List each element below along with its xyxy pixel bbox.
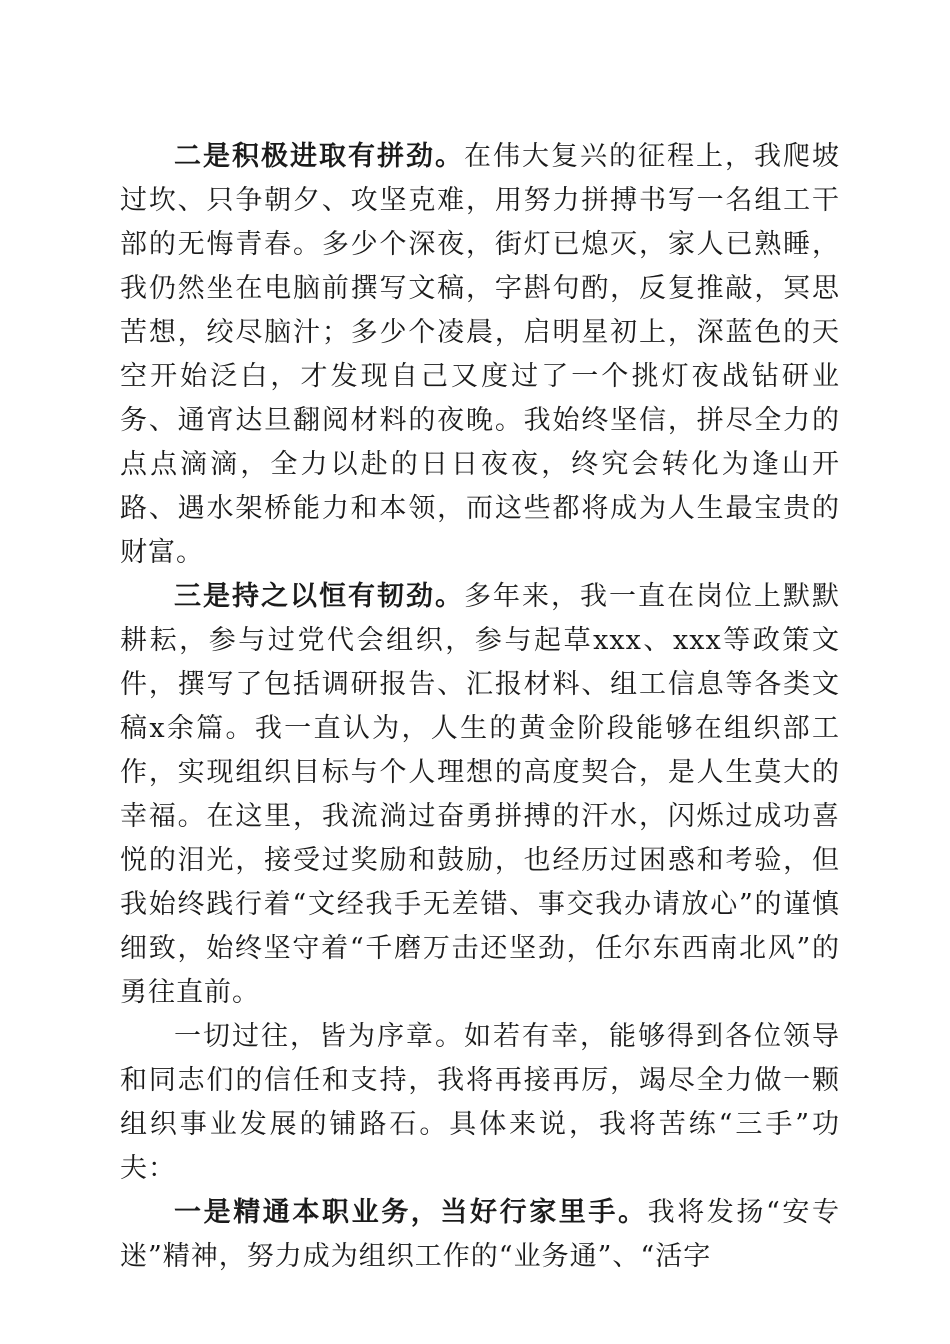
- paragraph: [120, 575, 840, 1015]
- paragraph: [120, 1191, 840, 1279]
- paragraph-text: 在伟大复兴的征程上，我爬坡过坎、只争朝夕、攻坚克难，用努力拼搏书写一名组工干部的无悔青春。多少个深夜，街灯已熄灭，家人已熟睡，我仍然坐在电脑前撰写文稿，字斟句酌，反复推敲，冥思苦想，绞尽脑汁；多少个凌晨，启明星初上，深蓝色的天空开始泛白，才发现自己又度过了一个挑灯夜战钻研业务、通宵达旦翻阅材料的夜晚。我始终坚信，拼尽全力的点点滴滴，全力以赴的日日夜夜，终究会转化为逢山开路、遇水架桥能力和本领，而这些都将成为人生最宝贵的财富。: [120, 141, 840, 568]
- paragraph-lead: 三是持之以恒有韧劲。: [174, 581, 464, 612]
- paragraph-text: 一切过往，皆为序章。如若有幸，能够得到各位领导和同志们的信任和支持，我将再接再厉，竭尽全力做一颗组织事业发展的铺路石。具体来说，我将苦练“三手”功夫：: [120, 1021, 840, 1184]
- paragraph: [120, 135, 840, 575]
- paragraph: [120, 1015, 840, 1191]
- paragraph-text: 多年来，我一直在岗位上默默耕耘，参与过党代会组织，参与起草xxx、xxx等政策文件，撰写了包括调研报告、汇报材料、组工信息等各类文稿x余篇。我一直认为，人生的黄金阶段能够在组织部工作，实现组织目标与个人理想的高度契合，是人生莫大的幸福。在这里，我流淌过奋勇拼搏的汗水，闪烁过成功喜悦的泪光，接受过奖励和鼓励，也经历过困惑和考验，但我始终践行着“文经我手无差错、事交我办请放心”的谨慎细致，始终坚守着“千磨万击还坚劲，任尔东西南北风”的勇往直前。: [120, 581, 840, 1008]
- paragraph-lead: 二是积极进取有拼劲。: [174, 141, 464, 172]
- paragraph-text: 我将发扬“安专迷”精神，努力成为组织工作的“业务通”、“活字: [120, 1197, 840, 1272]
- document-body: [120, 135, 840, 1279]
- paragraph-lead: 一是精通本职业务，当好行家里手。: [174, 1197, 648, 1228]
